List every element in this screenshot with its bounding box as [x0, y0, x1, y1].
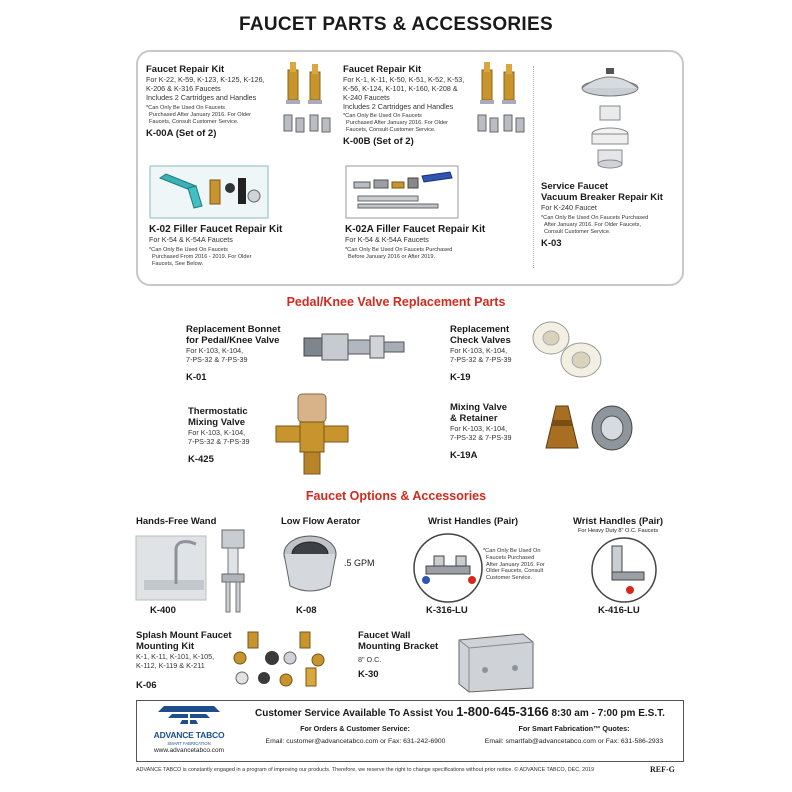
- orders-contact[interactable]: Email: customer@advancetabco.com or Fax: 631-242-6900: [265, 738, 446, 745]
- product-subtitle: For Heavy Duty 8" O.C. Faucets: [578, 528, 659, 534]
- product-title: Service Faucet: [541, 181, 609, 192]
- section-heading-pedal: Pedal/Knee Valve Replacement Parts: [286, 295, 506, 309]
- product-desc: For K-103, K-104,: [450, 424, 508, 433]
- filler-kit-image: [150, 166, 268, 218]
- product-desc: 7-PS-32 & 7-PS-39: [450, 433, 512, 442]
- product-note: Consult Customer Service.: [544, 228, 611, 235]
- product-note: Faucets, See Below.: [152, 260, 203, 267]
- product-note: *Can Only Be Used On Faucets Purchased: [541, 215, 649, 221]
- product-code: K-01: [186, 372, 207, 383]
- smartfab-heading: For Smart Fabrication™ Quotes:: [518, 724, 630, 733]
- product-code: K-30: [358, 669, 379, 680]
- product-k-00b: [343, 64, 483, 147]
- product-k-03: [541, 181, 681, 249]
- product-title: K-02 Filler Faucet Repair Kit: [149, 224, 283, 235]
- product-desc: For K-22, K-59, K-123, K-125, K-126,: [146, 75, 265, 84]
- product-title: Replacement Bonnet: [186, 324, 281, 335]
- product-desc: 8" O.C.: [358, 655, 382, 664]
- product-code: K-00B (Set of 2): [343, 136, 414, 148]
- product-code: K-00A (Set of 2): [146, 128, 217, 140]
- filler-kit-image: [346, 166, 458, 218]
- mixing-valve-image: [272, 392, 352, 478]
- product-desc: For K-103, K-104,: [186, 346, 244, 355]
- check-valves-image: [525, 318, 610, 380]
- hands-free-wand-image: [136, 530, 258, 612]
- product-k-01: [186, 324, 306, 383]
- product-desc: For K-54 & K-54A Faucets: [149, 235, 233, 244]
- product-note: *Can Only Be Used On Faucets: [343, 113, 422, 119]
- flow-rate-label: .5 GPM: [344, 558, 375, 568]
- product-k-425: [188, 406, 278, 465]
- cs-hours: 8:30 am - 7:00 pm E.S.T.: [551, 708, 665, 719]
- product-desc: For K-240 Faucet: [541, 203, 597, 212]
- aerator-image: [280, 532, 342, 598]
- product-title: for Pedal/Knee Valve: [186, 335, 280, 346]
- product-desc: For K-103, K-104,: [450, 346, 508, 355]
- product-note: After January 2016. For: [486, 561, 545, 568]
- product-note: Purchased After January 2016. For Older: [149, 111, 251, 118]
- product-title: Mixing Valve: [188, 417, 246, 428]
- page-reference: REF-G: [650, 765, 675, 774]
- product-title: K-02A Filler Faucet Repair Kit: [345, 224, 486, 235]
- product-k-00a: [146, 64, 286, 139]
- website-link[interactable]: www.advancetabco.com: [153, 747, 225, 754]
- product-title: Faucet Repair Kit: [343, 64, 422, 75]
- product-title: Hands-Free Wand: [136, 516, 217, 527]
- product-note: *Can Only Be Used On Faucets: [149, 247, 228, 253]
- product-desc: For K-54 & K-54A Faucets: [345, 235, 429, 244]
- product-title: Check Valves: [450, 335, 511, 346]
- product-code: K-06: [136, 680, 157, 691]
- cartridge-kit-image: [474, 60, 534, 145]
- product-k-02: [149, 224, 309, 267]
- product-title: Low Flow Aerator: [281, 516, 361, 527]
- product-desc: Includes 2 Cartridges and Handles: [146, 93, 257, 102]
- product-desc: For K-1, K-11, K-50, K-51, K-52, K-53,: [343, 75, 465, 84]
- product-title: Mixing Valve: [450, 402, 508, 413]
- product-code: K-425: [188, 454, 214, 465]
- wrist-handles-image: [412, 536, 490, 602]
- disclaimer: ADVANCE TABCO is constantly engaged in a program of improving our products. Therefore, we reserve the right to change specifications without prior notice. © ADVANCE TABCO, DEC. 2019: [136, 767, 595, 773]
- heavy-duty-wrist-handles-image: [590, 538, 660, 604]
- customer-service-line: [255, 704, 665, 719]
- product-desc: 7-PS-32 & 7-PS-39: [186, 355, 248, 364]
- product-title: Mounting Bracket: [358, 641, 439, 652]
- product-k-19: [450, 324, 530, 383]
- product-title: Mounting Kit: [136, 641, 195, 652]
- product-title: Vacuum Breaker Repair Kit: [541, 192, 663, 203]
- product-title: Splash Mount Faucet: [136, 630, 232, 641]
- bonnet-image: [300, 322, 410, 372]
- phone-number[interactable]: 1-800-645-3166: [456, 704, 549, 719]
- wrist-handles-note: [483, 548, 563, 582]
- product-note: Purchased From 2016 - 2019. For Older: [152, 253, 252, 260]
- logo-subtext: SMART FABRICATION: [167, 741, 211, 746]
- vacuum-breaker-image: [570, 66, 650, 176]
- product-note: After January 2016. For Older Faucets,: [544, 221, 642, 228]
- product-code: K-316-LU: [426, 605, 468, 616]
- product-title: Faucet Wall: [358, 630, 411, 641]
- product-desc: For K-103, K-104,: [188, 428, 246, 437]
- product-note: *Can Only Be Used On Faucets Purchased: [345, 247, 453, 253]
- product-title: Replacement: [450, 324, 510, 335]
- product-note: Faucets Purchased: [486, 554, 535, 561]
- product-note: *Can Only Be Used On: [483, 548, 541, 554]
- product-note: *Can Only Be Used On Faucets: [146, 105, 225, 111]
- product-desc: K-206 & K-316 Faucets: [146, 84, 221, 93]
- product-title: Wrist Handles (Pair): [428, 516, 519, 527]
- product-desc: K-240 Faucets: [343, 93, 390, 102]
- product-code: K-03: [541, 238, 562, 250]
- product-title: Thermostatic: [188, 406, 248, 417]
- mixing-valve-retainer-image: [538, 400, 638, 456]
- section-heading-options: Faucet Options & Accessories: [305, 489, 487, 503]
- product-desc: Includes 2 Cartridges and Handles: [343, 102, 454, 111]
- product-title: Wrist Handles (Pair): [573, 516, 664, 527]
- product-title: Faucet Repair Kit: [146, 64, 225, 75]
- product-desc: K-1, K-11, K-101, K-105,: [136, 652, 215, 661]
- product-k-19a: [450, 402, 530, 461]
- product-desc: K-112, K-119 & K-211: [136, 661, 205, 670]
- product-k-02a: [345, 224, 515, 261]
- product-note: Before January 2016 or After 2019.: [348, 253, 436, 260]
- product-code: K-08: [296, 605, 317, 616]
- cartridge-kit-image: [280, 60, 340, 145]
- product-note: Purchased After January 2016. For Older: [346, 119, 448, 126]
- product-desc: 7-PS-32 & 7-PS-39: [450, 355, 512, 364]
- product-code: K-19: [450, 372, 471, 383]
- mounting-kit-image: [228, 630, 333, 694]
- orders-heading: For Orders & Customer Service:: [300, 724, 410, 733]
- logo-text: ADVANCE TABCO: [153, 730, 225, 740]
- product-note: Faucets, Consult Customer Service.: [346, 126, 436, 133]
- product-k-30: [358, 630, 458, 680]
- product-note: Faucets, Consult Customer Service.: [149, 118, 239, 125]
- product-note: Customer Service.: [486, 575, 533, 582]
- product-code: K-416-LU: [598, 605, 640, 616]
- product-desc: 7-PS-32 & 7-PS-39: [188, 437, 250, 446]
- smartfab-contact[interactable]: Email: smartfab@advancetabco.com or Fax: 631-586-2933: [484, 738, 664, 745]
- page-title: FAUCET PARTS & ACCESSORIES: [239, 14, 553, 35]
- cs-prefix: Customer Service Available To Assist You: [255, 708, 454, 719]
- product-code: K-19A: [450, 450, 478, 461]
- product-note: Older Faucets, Consult: [486, 568, 544, 575]
- product-desc: K-56, K-124, K-101, K-160, K-208 &: [343, 84, 458, 93]
- wall-bracket-image: [455, 630, 537, 694]
- product-title: & Retainer: [450, 413, 498, 424]
- product-code: K-400: [150, 605, 176, 616]
